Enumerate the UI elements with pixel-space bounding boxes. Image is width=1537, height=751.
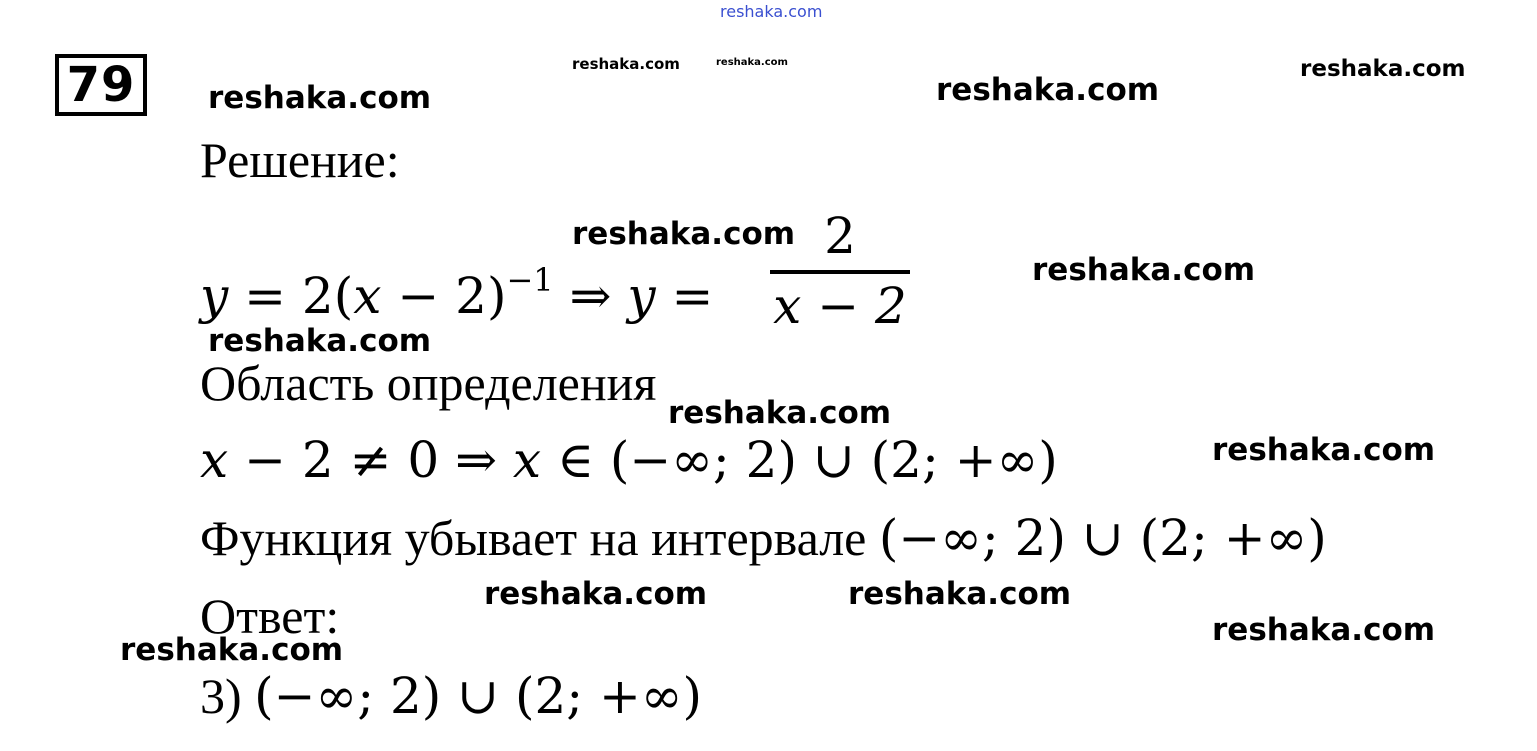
- solution-heading: Решение:: [200, 132, 400, 188]
- formula-lhs-expr: = 2(: [228, 267, 354, 325]
- decreasing-interval: (−∞; 2) ∪ (2; +∞): [878, 509, 1327, 567]
- fraction: [770, 208, 910, 334]
- fraction-denominator: x − 2: [773, 277, 907, 335]
- watermark: reshaka.com: [208, 80, 432, 116]
- watermark: reshaka.com: [572, 216, 796, 252]
- watermark: reshaka.com: [1212, 612, 1436, 648]
- watermark: reshaka.com: [572, 55, 680, 73]
- answer-prefix: 3): [200, 668, 255, 724]
- watermark: reshaka.com: [1300, 56, 1466, 82]
- site-watermark-top[interactable]: reshaka.com: [720, 2, 823, 21]
- watermark: reshaka.com: [208, 323, 432, 359]
- problem-number: 79: [55, 54, 147, 116]
- formula-implies: ⇒: [553, 267, 628, 325]
- domain-heading: Область определения: [200, 355, 657, 411]
- formula-lhs-var: y: [200, 267, 229, 325]
- decreasing-text: Функция убывает на интервале: [200, 510, 867, 566]
- decreasing-line: [200, 510, 1327, 566]
- watermark: reshaka.com: [936, 72, 1160, 108]
- answer-interval: (−∞; 2) ∪ (2; +∞): [254, 667, 703, 725]
- formula-lhs-inner: x: [353, 267, 382, 325]
- fraction-bar: [770, 270, 910, 274]
- formula-line: [200, 252, 713, 324]
- watermark: reshaka.com: [484, 576, 708, 612]
- formula-exponent: −1: [506, 261, 554, 299]
- watermark: reshaka.com: [1032, 252, 1256, 288]
- watermark: reshaka.com: [120, 632, 344, 668]
- answer-heading: Ответ:: [200, 588, 340, 644]
- domain-cond: − 2 ≠ 0 ⇒: [228, 431, 513, 489]
- formula-rhs-var: y: [627, 267, 656, 325]
- domain-var2: x: [512, 431, 542, 489]
- domain-var1: x: [200, 431, 229, 489]
- answer-line: [200, 668, 702, 724]
- fraction-numerator: 2: [824, 207, 856, 265]
- formula-lhs-inner2: − 2): [381, 267, 507, 325]
- watermark: reshaka.com: [848, 576, 1072, 612]
- watermark: reshaka.com: [716, 57, 788, 68]
- formula-rhs-eq: =: [655, 267, 714, 325]
- domain-line: [200, 432, 1058, 488]
- domain-set: ∈ (−∞; 2) ∪ (2; +∞): [541, 431, 1058, 489]
- watermark: reshaka.com: [668, 395, 892, 431]
- watermark: reshaka.com: [1212, 432, 1436, 468]
